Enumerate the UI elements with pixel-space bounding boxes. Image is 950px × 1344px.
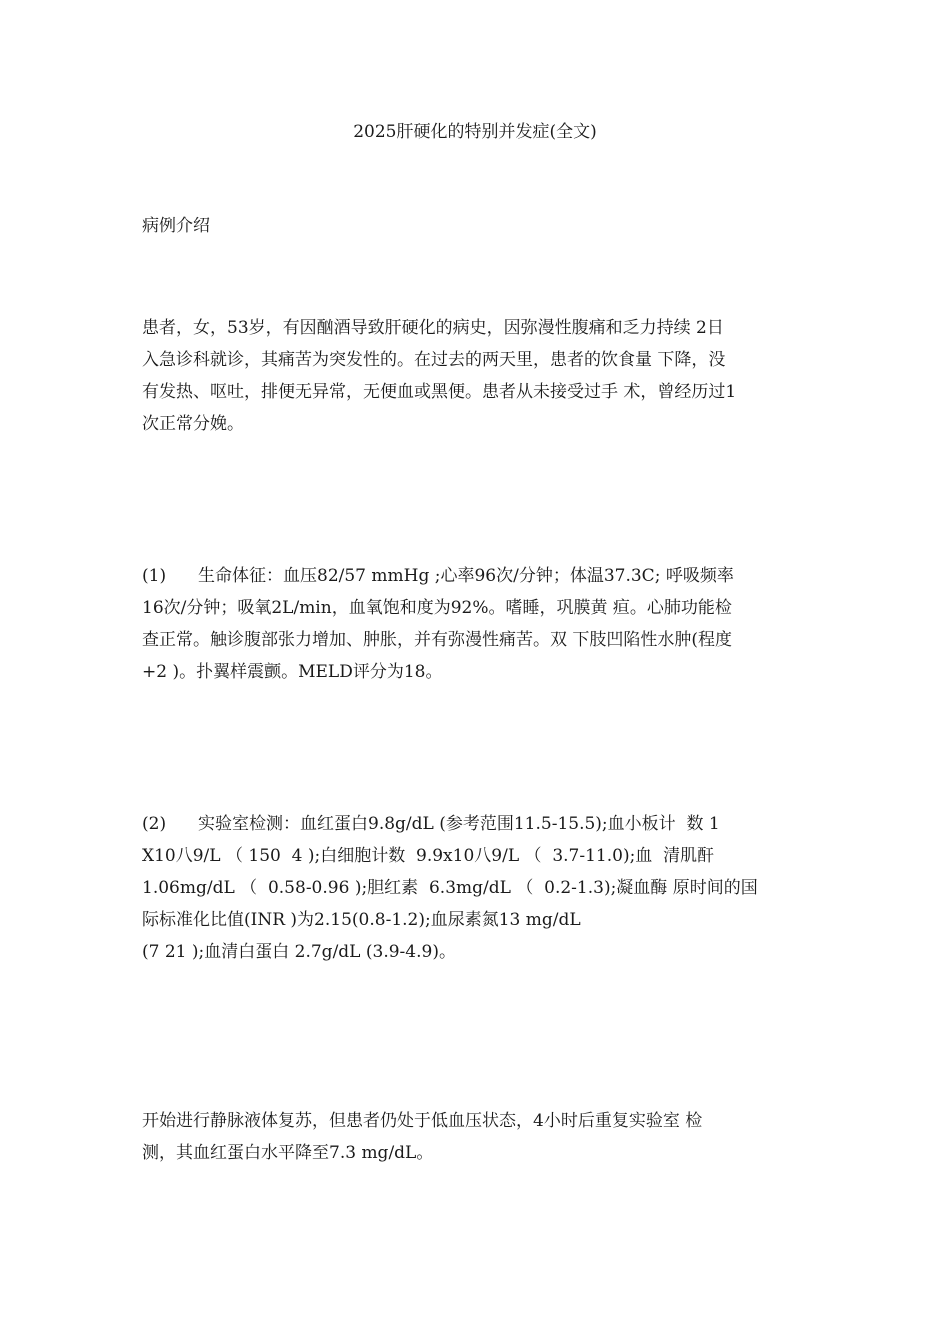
paragraph-line: 有发热、呕吐，排便无异常，无便血或黑便。患者从未接受过手 术，曾经历过1 [142, 382, 737, 402]
paragraph-line [142, 808, 820, 840]
paragraph-line-text: 实验室检测：血红蛋白9.8g/dL (参考范围11.5-15.5);血小板计 数 1 [198, 814, 720, 834]
paragraph-line: 次正常分娩。 [142, 414, 244, 434]
paragraph-line: 入急诊科就诊，其痛苦为突发性的。在过去的两天里，患者的饮食量 下降，没 [142, 350, 726, 370]
paragraph-vital-signs [142, 560, 820, 688]
paragraph-line: 查正常。触诊腹部张力增加、肿胀，并有弥漫性痛苦。双 下肢凹陷性水肿(程度 [142, 630, 733, 650]
paragraph-lab-tests [142, 808, 820, 968]
paragraph-line: 1.06mg/dL （ 0.58-0.96 );胆红素 6.3mg/dL （ 0.2-1.3);凝血酶 原时间的国 [142, 878, 758, 898]
paragraph-line: 16次/分钟；吸氧2L/min，血氧饱和度为92%。嗜睡，巩膜黄 疸。心肺功能检 [142, 598, 732, 618]
paragraph-case-history [142, 312, 820, 440]
item-number: (1) [142, 566, 167, 586]
paragraph-line: 测，其血红蛋白水平降至7.3 mg/dL。 [142, 1143, 434, 1163]
paragraph-line: 开始进行静脉液体复苏，但患者仍处于低血压状态，4小时后重复实验室 检 [142, 1111, 703, 1131]
paragraph-line: +2 )。扑翼样震颤。MELD评分为18。 [142, 662, 443, 682]
paragraph-resuscitation [142, 1105, 820, 1169]
paragraph-line: 际标准化比值(INR )为2.15(0.8-1.2);血尿素氮13 mg/dL [142, 910, 581, 930]
item-number: (2) [142, 814, 167, 834]
document-title: 2025肝硬化的特别并发症(全文) [353, 122, 597, 142]
paragraph-line: X10八9/L （ 150 4 );白细胞计数 9.9x10八9/L （ 3.7-11.0);血 清肌酐 [142, 846, 715, 866]
section-heading: 病例介绍 [142, 216, 210, 236]
paragraph-line: (7 21 );血清白蛋白 2.7g/dL (3.9-4.9)。 [142, 942, 456, 962]
paragraph-line [142, 560, 820, 592]
paragraph-line: 患者，女，53岁，有因酗酒导致肝硬化的病史，因弥漫性腹痛和乏力持续 2日 [142, 318, 724, 338]
paragraph-line-text: 生命体征：血压82/57 mmHg ;心率96次/分钟；体温37.3C; 呼吸频率 [198, 566, 734, 586]
